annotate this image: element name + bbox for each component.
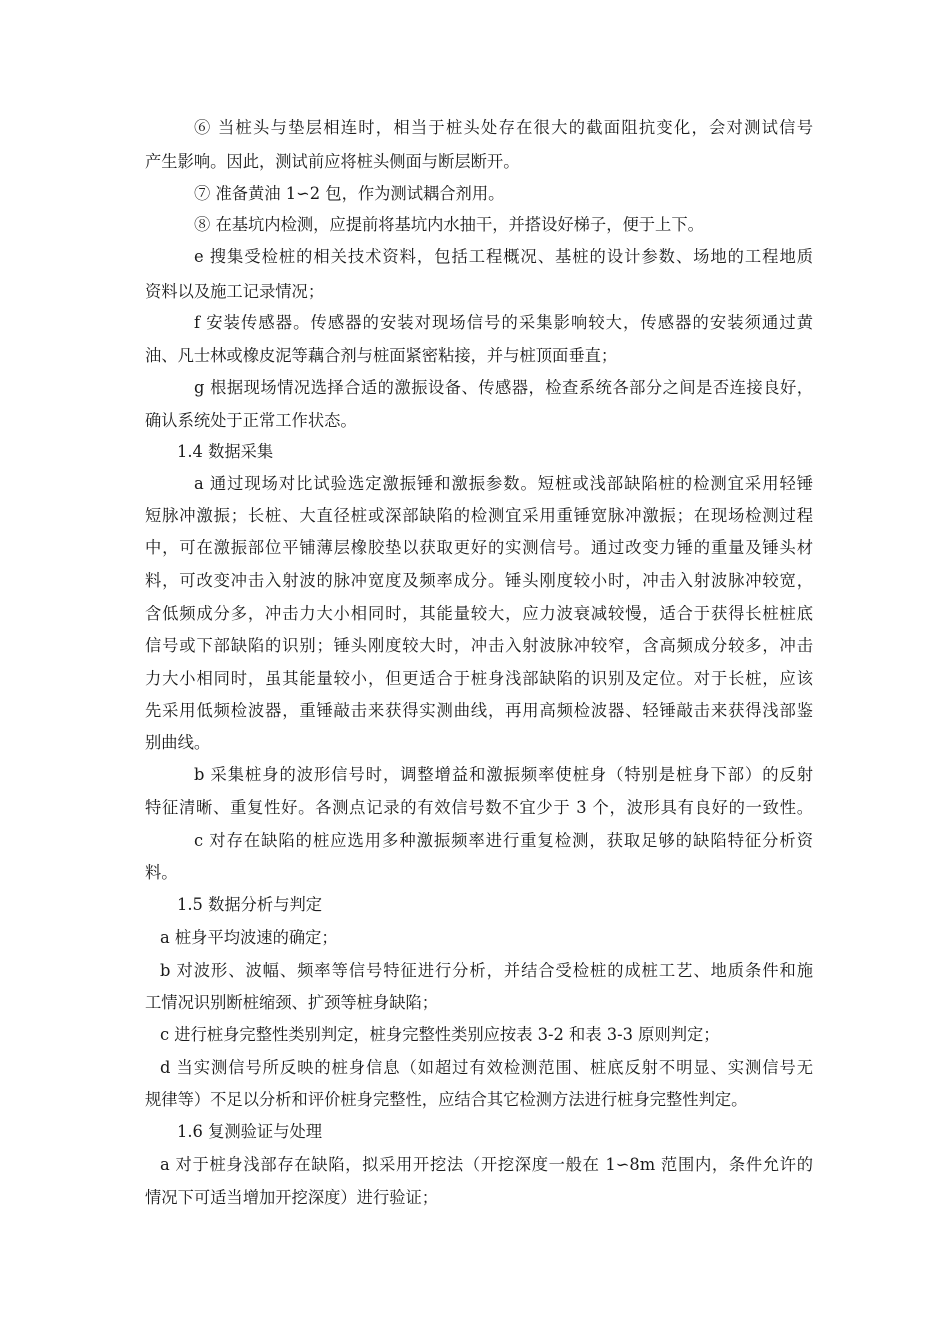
paragraph-line: c 进行桩身完整性类别判定，桩身完整性类别应按表 3-2 和表 3-3 原则判定； bbox=[160, 1025, 720, 1044]
paragraph-line: a 通过现场对比试验选定激振锤和激振参数。短桩或浅部缺陷桩的检测宜采用轻锤 bbox=[194, 474, 813, 493]
paragraph-line: 料，可改变冲击入射波的脉冲宽度及频率成分。锤头刚度较小时，冲击入射波脉冲较宽， bbox=[145, 571, 813, 590]
paragraph-line: a 桩身平均波速的确定； bbox=[160, 928, 338, 947]
paragraph-line: a 对于桩身浅部存在缺陷，拟采用开挖法（开挖深度一般在 1∽8m 范围内，条件允许的 bbox=[160, 1155, 813, 1174]
paragraph-line: 料。 bbox=[145, 863, 178, 882]
paragraph-line: 先采用低频检波器，重锤敲击来获得实测曲线，再用高频检波器、轻锤敲击来获得浅部鉴 bbox=[145, 701, 813, 720]
paragraph-line: 力大小相同时，虽其能量较小，但更适合于桩身浅部缺陷的识别及定位。对于长桩，应该 bbox=[145, 669, 813, 688]
paragraph-line: b 对波形、波幅、频率等信号特征进行分析，并结合受检桩的成桩工艺、地质条件和施 bbox=[160, 961, 813, 980]
section-heading: 1.6 复测验证与处理 bbox=[177, 1122, 323, 1141]
paragraph-line: 别曲线。 bbox=[145, 733, 211, 752]
paragraph-line: 含低频成分多，冲击力大小相同时，其能量较大，应力波衰减较慢，适合于获得长桩桩底 bbox=[145, 604, 813, 623]
paragraph-line: 信号或下部缺陷的识别；锤头刚度较大时，冲击入射波脉冲较窄，含高频成分较多，冲击 bbox=[145, 636, 813, 655]
paragraph-line: 情况下可适当增加开挖深度）进行验证； bbox=[145, 1188, 439, 1207]
paragraph-line: ⑥ 当桩头与垫层相连时，相当于桩头处存在很大的截面阻抗变化，会对测试信号 bbox=[194, 118, 813, 137]
paragraph-line: 中，可在激振部位平铺薄层橡胶垫以获取更好的实测信号。通过改变力锤的重量及锤头材 bbox=[145, 538, 813, 557]
paragraph-line: ⑦ 准备黄油 1∽2 包，作为测试耦合剂用。 bbox=[194, 184, 505, 203]
section-heading: 1.4 数据采集 bbox=[177, 442, 274, 461]
paragraph-line: f 安装传感器。传感器的安装对现场信号的采集影响较大，传感器的安装须通过黄 bbox=[194, 313, 813, 332]
paragraph-line: c 对存在缺陷的桩应选用多种激振频率进行重复检测，获取足够的缺陷特征分析资 bbox=[194, 831, 813, 850]
paragraph-line: b 采集桩身的波形信号时，调整增益和激振频率使桩身（特别是桩身下部）的反射 bbox=[194, 765, 813, 784]
paragraph-line: 产生影响。因此，测试前应将桩头侧面与断层断开。 bbox=[145, 152, 520, 171]
paragraph-line: 规律等）不足以分析和评价桩身完整性，应结合其它检测方法进行桩身完整性判定。 bbox=[145, 1090, 748, 1109]
paragraph-line: 资料以及施工记录情况； bbox=[145, 282, 325, 301]
paragraph-line: g 根据现场情况选择合适的激振设备、传感器，检查系统各部分之间是否连接良好， bbox=[194, 378, 813, 397]
section-heading: 1.5 数据分析与判定 bbox=[177, 895, 323, 914]
paragraph-line: ⑧ 在基坑内检测，应提前将基坑内水抽干，并搭设好梯子，便于上下。 bbox=[194, 215, 704, 234]
paragraph-line: 短脉冲激振；长桩、大直径桩或深部缺陷的检测宜采用重锤宽脉冲激振；在现场检测过程 bbox=[145, 506, 813, 525]
paragraph-line: d 当实测信号所反映的桩身信息（如超过有效检测范围、桩底反射不明显、实测信号无 bbox=[160, 1058, 813, 1077]
paragraph-line: 确认系统处于正常工作状态。 bbox=[145, 411, 357, 430]
paragraph-line: e 搜集受检桩的相关技术资料，包括工程概况、基桩的设计参数、场地的工程地质 bbox=[194, 247, 813, 266]
paragraph-line: 特征清晰、重复性好。各测点记录的有效信号数不宜少于 3 个，波形具有良好的一致性。 bbox=[145, 798, 813, 817]
paragraph-line: 工情况识别断桩缩颈、扩颈等桩身缺陷； bbox=[145, 993, 439, 1012]
paragraph-line: 油、凡士林或橡皮泥等藕合剂与桩面紧密粘接，并与桩顶面垂直； bbox=[145, 346, 618, 365]
